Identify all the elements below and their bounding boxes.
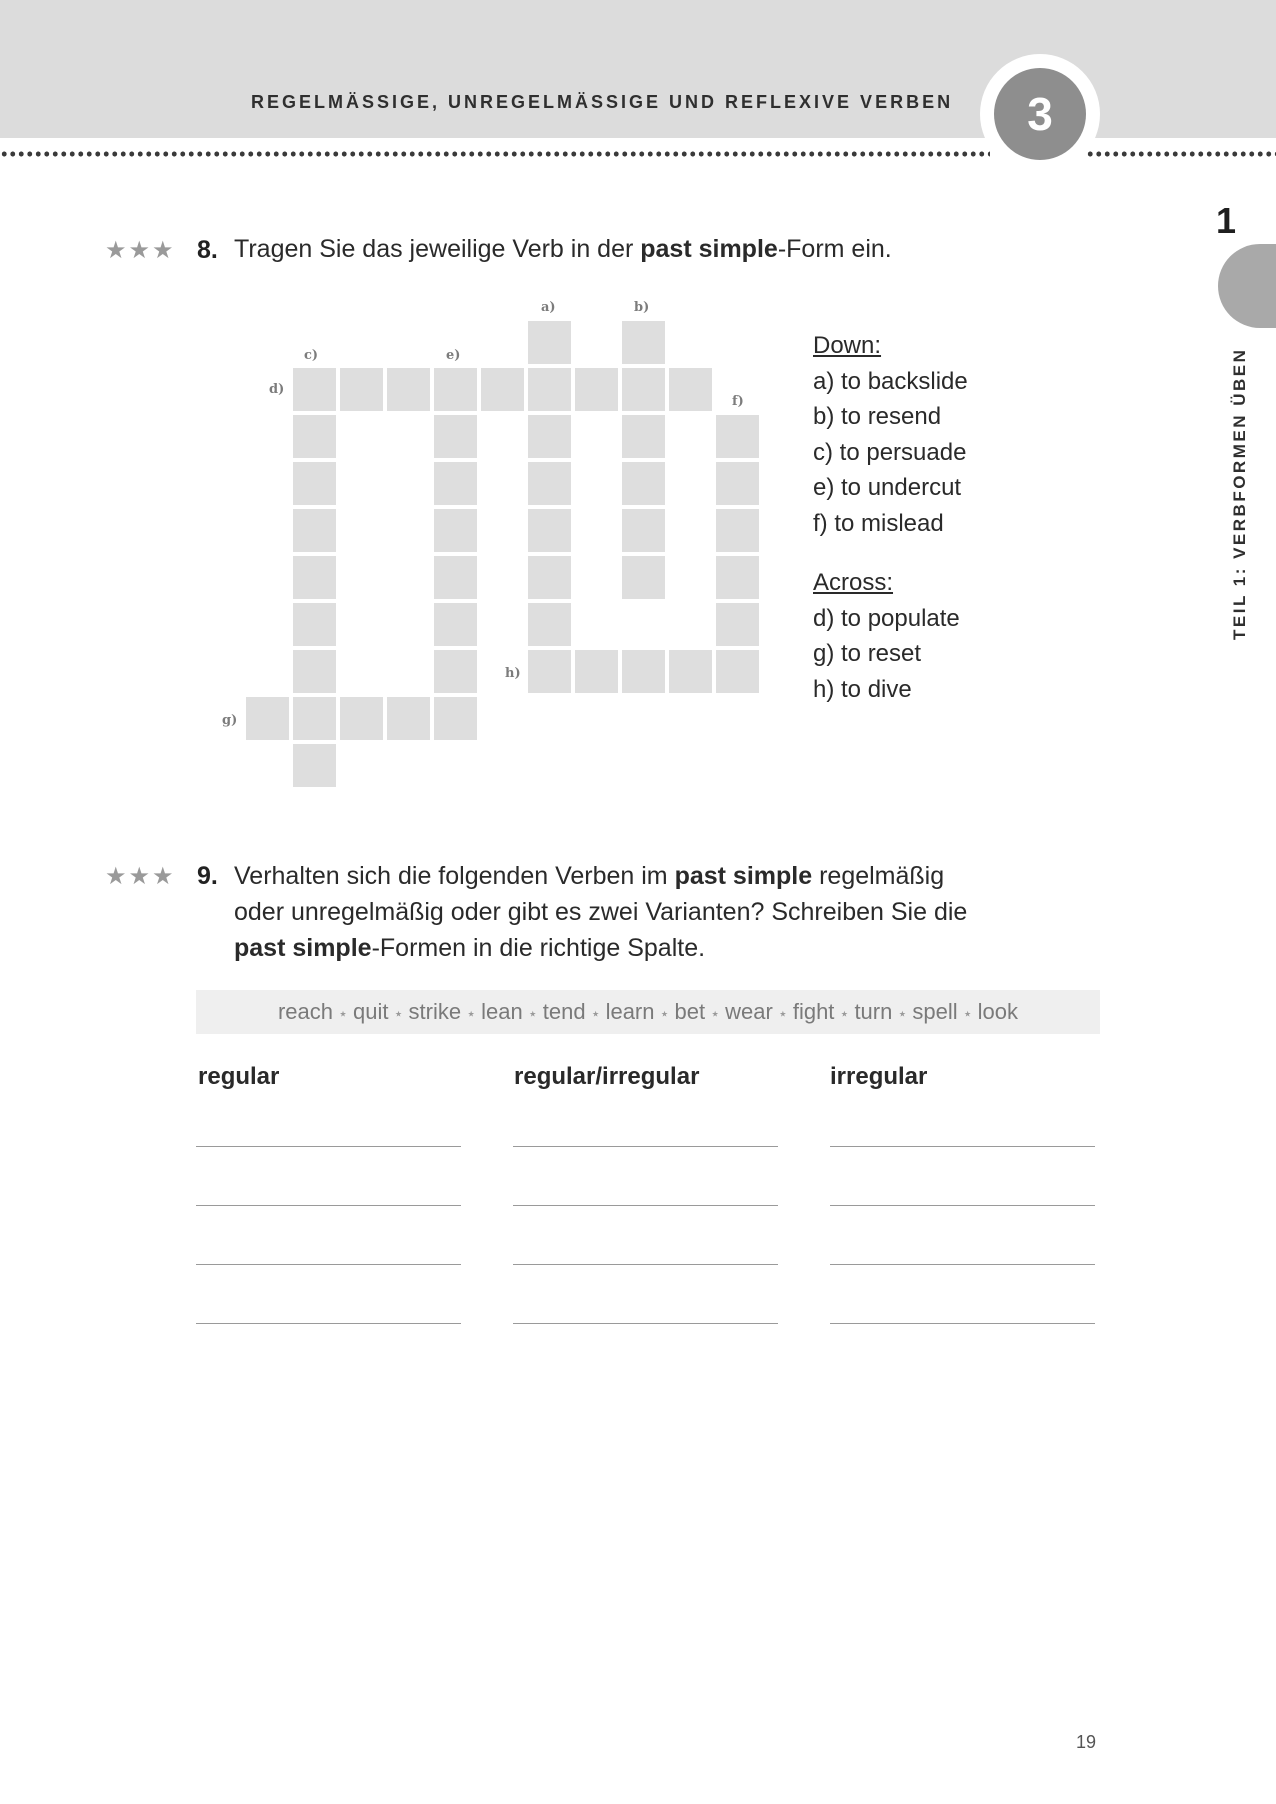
part-label: TEIL 1: VERBFORMEN ÜBEN: [1230, 347, 1249, 640]
crossword-cell[interactable]: [528, 650, 571, 693]
answer-line[interactable]: [196, 1264, 461, 1265]
column-heading-irregular: irregular: [830, 1063, 928, 1090]
word-item: tend: [542, 999, 586, 1024]
exercise-number: 8.: [197, 236, 218, 264]
crossword-cell[interactable]: [293, 650, 336, 693]
crossword-cell[interactable]: [528, 556, 571, 599]
crossword-cell[interactable]: [293, 368, 336, 411]
column-heading-regular-irregular: regular/irregular: [514, 1063, 700, 1090]
word-item: lean: [481, 999, 523, 1024]
difficulty-stars: ★★★: [105, 863, 176, 890]
separator-star: ⋆: [590, 1006, 601, 1023]
crossword-cell[interactable]: [716, 650, 759, 693]
crossword-cell[interactable]: [293, 744, 336, 787]
crossword-cell[interactable]: [622, 509, 665, 552]
crossword-label-f: f): [732, 394, 744, 409]
word-item: fight: [792, 999, 835, 1024]
word-item: wear: [725, 999, 773, 1024]
clue-item: a) to backslide: [813, 367, 968, 395]
crossword-cell[interactable]: [528, 603, 571, 646]
clue-item: d) to populate: [813, 604, 960, 632]
crossword-cell[interactable]: [293, 556, 336, 599]
exercise-number: 9.: [197, 862, 218, 890]
crossword-label-d: d): [269, 382, 285, 397]
separator-star: ⋆: [839, 1006, 850, 1023]
down-heading: Down:: [813, 332, 882, 359]
crossword-cell[interactable]: [293, 509, 336, 552]
separator-star: ⋆: [710, 1006, 721, 1023]
separator-star: ⋆: [466, 1006, 477, 1023]
crossword-cell[interactable]: [434, 462, 477, 505]
word-item: bet: [674, 999, 706, 1024]
word-item: quit: [353, 999, 389, 1024]
separator-star: ⋆: [897, 1006, 908, 1023]
column-heading-regular: regular: [198, 1063, 280, 1090]
answer-line[interactable]: [196, 1205, 461, 1206]
separator-star: ⋆: [962, 1006, 973, 1023]
separator-star: ⋆: [659, 1006, 670, 1023]
crossword-cell[interactable]: [434, 650, 477, 693]
clue-item: h) to dive: [813, 675, 912, 703]
separator-star: ⋆: [527, 1006, 538, 1023]
across-heading: Across:: [813, 569, 894, 596]
answer-line[interactable]: [830, 1205, 1095, 1206]
answer-line[interactable]: [830, 1264, 1095, 1265]
clue-item: c) to persuade: [813, 438, 967, 466]
crossword-cell[interactable]: [669, 368, 712, 411]
exercise-instruction: Verhalten sich die folgenden Verben im past simple regelmäßig oder unregelmäßig oder gibt es zwei Varianten? Schreiben Sie die past simple-Formen in die richtige Spalte.: [234, 862, 968, 962]
separator-star: ⋆: [393, 1006, 404, 1023]
crossword-label-g: g): [222, 713, 238, 728]
answer-line[interactable]: [830, 1146, 1095, 1147]
crossword-cell[interactable]: [716, 462, 759, 505]
crossword-label-a: a): [541, 300, 556, 315]
crossword-cell[interactable]: [528, 462, 571, 505]
crossword-cell[interactable]: [293, 603, 336, 646]
word-item: learn: [605, 999, 655, 1024]
crossword-cell[interactable]: [575, 368, 618, 411]
crossword-cell[interactable]: [246, 697, 289, 740]
crossword-cell[interactable]: [434, 415, 477, 458]
answer-line[interactable]: [513, 1323, 778, 1324]
crossword-cell[interactable]: [387, 368, 430, 411]
crossword-cell[interactable]: [622, 556, 665, 599]
crossword-cell[interactable]: [434, 368, 477, 411]
crossword-cell[interactable]: [481, 368, 524, 411]
crossword-label-b: b): [634, 300, 650, 315]
word-item: strike: [408, 999, 462, 1024]
crossword-cell[interactable]: [622, 321, 665, 364]
word-item: spell: [912, 999, 958, 1024]
dotted-divider-left: [0, 151, 990, 157]
crossword-cell[interactable]: [434, 556, 477, 599]
crossword-cell[interactable]: [716, 603, 759, 646]
answer-line[interactable]: [513, 1146, 778, 1147]
separator-star: ⋆: [777, 1006, 788, 1023]
crossword-cell[interactable]: [528, 368, 571, 411]
exercise-instruction: Tragen Sie das jeweilige Verb in der past simple-Form ein.: [234, 235, 892, 263]
down-clues: [813, 328, 968, 541]
word-bank: [196, 990, 1100, 1034]
crossword-cell[interactable]: [622, 368, 665, 411]
answer-line[interactable]: [513, 1205, 778, 1206]
crossword-cell[interactable]: [434, 697, 477, 740]
word-item: reach: [277, 999, 334, 1024]
clue-item: f) to mislead: [813, 509, 944, 537]
word-item: look: [977, 999, 1018, 1024]
clue-item: g) to reset: [813, 640, 922, 667]
crossword-cell[interactable]: [716, 415, 759, 458]
crossword-cell[interactable]: [293, 415, 336, 458]
separator-star: ⋆: [338, 1006, 349, 1023]
crossword-cell[interactable]: [340, 368, 383, 411]
crossword-label-e: e): [446, 348, 461, 363]
crossword-cell[interactable]: [434, 509, 477, 552]
crossword-cell[interactable]: [575, 650, 618, 693]
crossword-label-c: c): [304, 348, 319, 363]
crossword-cell[interactable]: [340, 697, 383, 740]
crossword-cell[interactable]: [716, 509, 759, 552]
word-item: turn: [854, 999, 893, 1024]
crossword-cell[interactable]: [622, 650, 665, 693]
crossword-cell[interactable]: [293, 462, 336, 505]
crossword-cell[interactable]: [434, 603, 477, 646]
answer-line[interactable]: [830, 1323, 1095, 1324]
across-clues: [813, 565, 960, 707]
crossword-cell[interactable]: [293, 697, 336, 740]
page-number: 19: [1076, 1732, 1097, 1752]
answer-line[interactable]: [196, 1146, 461, 1147]
chapter-number-badge: 3: [994, 68, 1086, 160]
part-number: 1: [1216, 200, 1237, 241]
crossword-cell[interactable]: [528, 415, 571, 458]
crossword-cell[interactable]: [528, 321, 571, 364]
crossword-cell[interactable]: [528, 509, 571, 552]
clue-item: b) to resend: [813, 403, 942, 430]
crossword-cell[interactable]: [669, 650, 712, 693]
answer-line[interactable]: [513, 1264, 778, 1265]
clue-item: e) to undercut: [813, 474, 962, 501]
crossword-cell[interactable]: [622, 462, 665, 505]
difficulty-stars: ★★★: [105, 237, 176, 264]
answer-line[interactable]: [196, 1323, 461, 1324]
chapter-title: REGELMÄSSIGE, UNREGELMÄSSIGE UND REFLEXIVE VERBEN: [251, 92, 954, 112]
dotted-divider-right: [1086, 151, 1276, 157]
crossword-label-h: h): [505, 666, 521, 681]
part-tab-marker: [1218, 244, 1276, 328]
crossword-cell[interactable]: [387, 697, 430, 740]
crossword-cell[interactable]: [716, 556, 759, 599]
crossword-cell[interactable]: [622, 415, 665, 458]
